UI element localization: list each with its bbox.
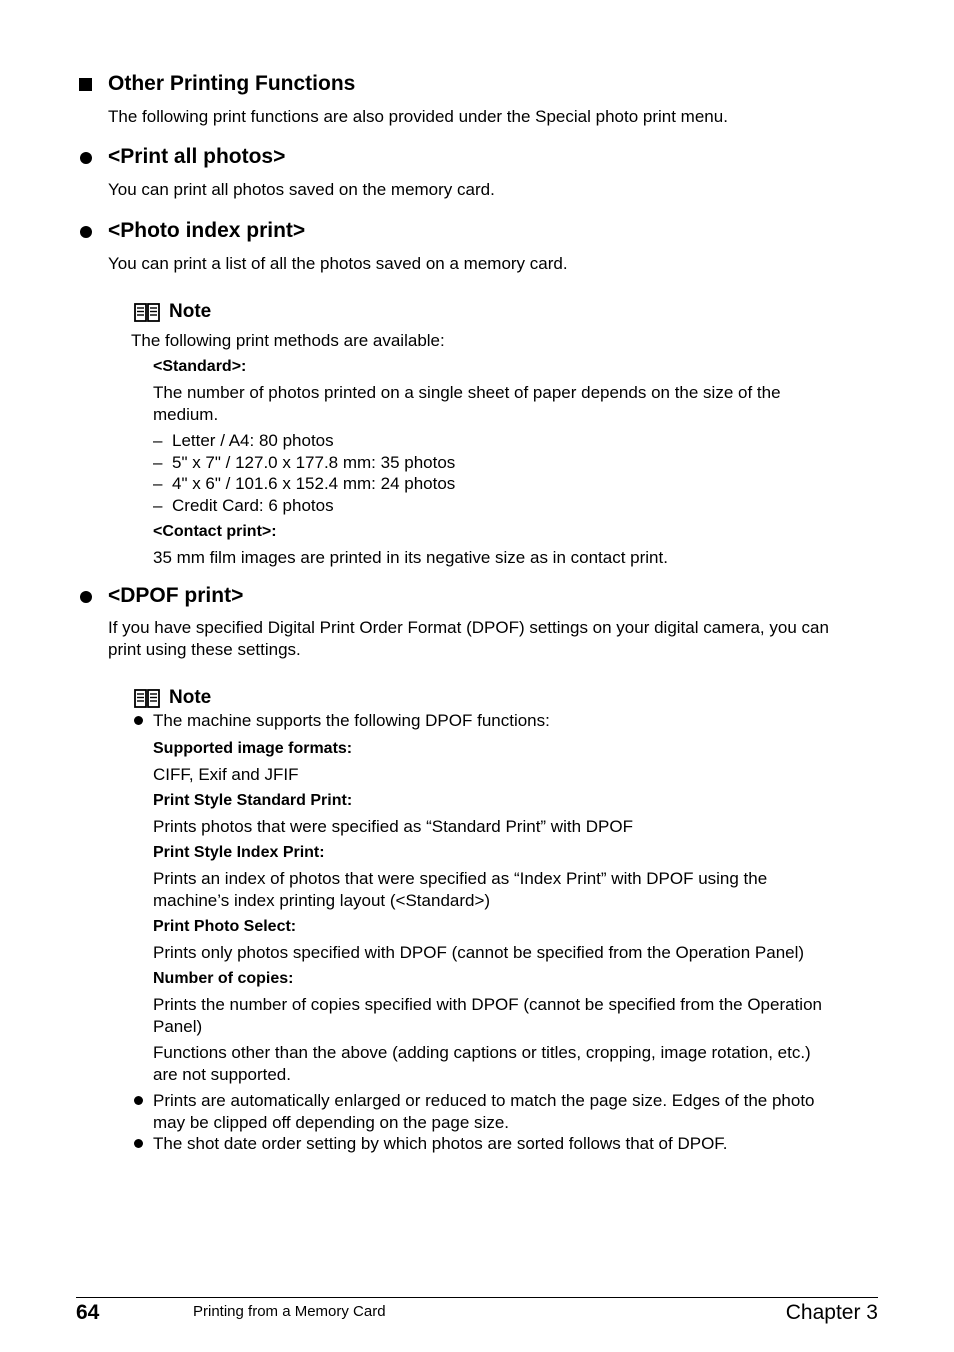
photo-index-heading: <Photo index print>: [108, 219, 306, 242]
photo-select-label: Print Photo Select:: [153, 918, 297, 935]
bullet-icon: [134, 1096, 143, 1105]
index-print-text-line-2: machine’s index printing layout (<Standard>): [153, 891, 491, 910]
copies-text-line-2: Panel): [153, 1017, 203, 1036]
contact-text: 35 mm film images are printed in its negative size as in contact print.: [153, 548, 668, 567]
note-title: Note: [169, 687, 212, 708]
footer-section-title: Printing from a Memory Card: [193, 1303, 386, 1320]
note-bullet-1: The machine supports the following DPOF functions:: [153, 711, 550, 730]
other-functions-text-line-1: Functions other than the above (adding captions or titles, cropping, image rotation, etc.): [153, 1043, 811, 1062]
copies-text-line-1: Prints the number of copies specified with DPOF (cannot be specified from the Operation: [153, 995, 822, 1014]
print-all-heading: <Print all photos>: [108, 145, 286, 168]
footer-divider: [76, 1297, 878, 1298]
index-print-text-line-1: Prints an index of photos that were specified as “Index Print” with DPOF using the: [153, 869, 768, 888]
footer-chapter: Chapter 3: [785, 1301, 878, 1324]
standard-label: <Standard>:: [153, 358, 247, 375]
note-bullet-2-line-1: Prints are automatically enlarged or reduced to match the page size. Edges of the photo: [153, 1091, 815, 1110]
dpof-text-line-2: print using these settings.: [108, 640, 301, 659]
note-lead: The following print methods are available:: [131, 331, 445, 350]
page-number: 64: [76, 1301, 100, 1324]
standard-print-label: Print Style Standard Print:: [153, 792, 353, 809]
formats-text: CIFF, Exif and JFIF: [153, 765, 299, 784]
note-bullet-3: The shot date order setting by which photos are sorted follows that of DPOF.: [153, 1134, 728, 1153]
photo-select-text: Prints only photos specified with DPOF (cannot be specified from the Operation Panel): [153, 943, 805, 962]
list-item: Letter / A4: 80 photos: [172, 431, 334, 450]
note-bullet-2-line-2: may be clipped off depending on the page size.: [153, 1113, 510, 1132]
dpof-text-line-1: If you have specified Digital Print Order Format (DPOF) settings on your digital camera, you can: [108, 618, 829, 637]
list-item: 5" x 7" / 127.0 x 177.8 mm: 35 photos: [172, 453, 456, 472]
copies-label: Number of copies:: [153, 970, 294, 987]
section-heading: Other Printing Functions: [108, 72, 356, 95]
bullet-icon: [80, 226, 92, 238]
contact-label: <Contact print>:: [153, 523, 277, 540]
square-bullet-icon: [79, 78, 92, 91]
bullet-icon: [80, 591, 92, 603]
bullet-icon: [80, 152, 92, 164]
dash-marker: –: [153, 496, 163, 515]
photo-index-text: You can print a list of all the photos saved on a memory card.: [108, 254, 568, 273]
dash-marker: –: [153, 474, 163, 493]
bullet-icon: [134, 716, 143, 725]
list-item: Credit Card: 6 photos: [172, 496, 334, 515]
index-print-label: Print Style Index Print:: [153, 844, 325, 861]
list-item: 4" x 6" / 101.6 x 152.4 mm: 24 photos: [172, 474, 456, 493]
dpof-heading: <DPOF print>: [108, 584, 244, 607]
print-all-text: You can print all photos saved on the memory card.: [108, 180, 495, 199]
section-intro: The following print functions are also provided under the Special photo print menu.: [108, 107, 728, 126]
standard-print-text: Prints photos that were specified as “Standard Print” with DPOF: [153, 817, 633, 836]
dash-marker: –: [153, 431, 163, 450]
note-book-icon: [134, 303, 160, 322]
dash-marker: –: [153, 453, 163, 472]
formats-label: Supported image formats:: [153, 740, 353, 757]
bullet-icon: [134, 1139, 143, 1148]
standard-text-line-2: medium.: [153, 405, 219, 424]
note-title: Note: [169, 301, 212, 322]
other-functions-text-line-2: are not supported.: [153, 1065, 291, 1084]
note-book-icon: [134, 689, 160, 708]
standard-text-line-1: The number of photos printed on a single sheet of paper depends on the size of the: [153, 383, 781, 402]
